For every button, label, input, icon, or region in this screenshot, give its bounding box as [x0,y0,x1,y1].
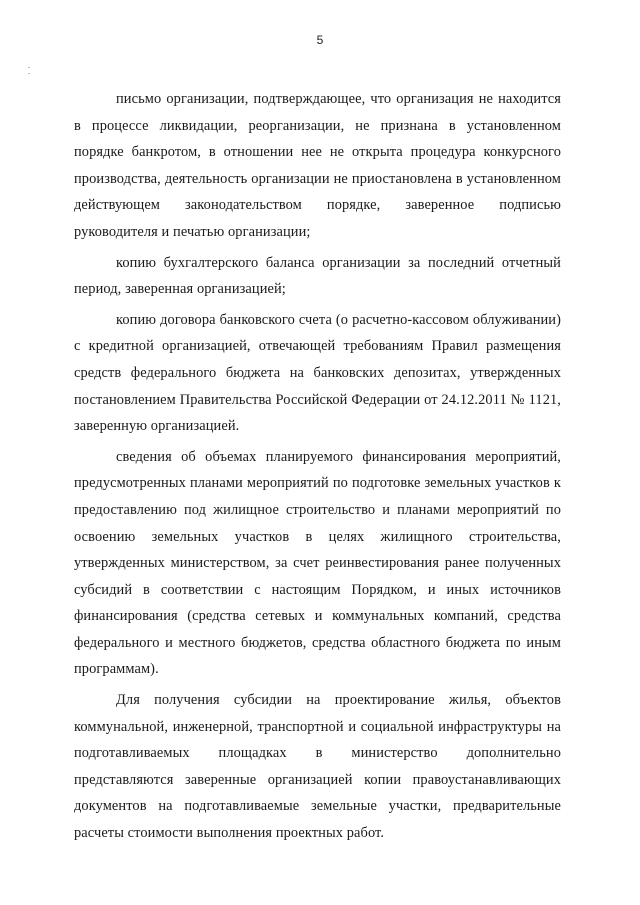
paragraph-financing-info: сведения об объемах планируемого финансирования мероприятий, предусмотренных планами мероприятий по подготовке земельных участков к предоставлению под жилищное строительство и планами мероприятий по освоению земельных участков в целях жилищного строительства, утвержденных министерством, за счет реинвестирования ранее полученных субсидий в соответствии с настоящим Порядком, и иных источников финансирования (средства сетевых и коммунальных компаний, средства федерального и местного бюджетов, средства областного бюджета по иным программам). [74,448,561,678]
scan-artifact [28,67,30,68]
document-body [74,86,561,847]
scan-artifact [28,73,30,74]
paragraph-design-subsidy: Для получения субсидии на проектирование жилья, объектов коммунальной, инженерной, транспортной и социальной инфраструктуры на подготавливаемых площадках в министерство дополнительно представляются заверенные организацией копии правоустанавливающих документов на подготавливаемые земельные участки, предварительные расчеты стоимости выполнения проектных работ. [74,692,561,842]
paragraph-balance-sheet: копию бухгалтерского баланса организации за последний отчетный период, заверенная организацией; [74,254,561,298]
paragraph-bank-account-contract: копию договора банковского счета (о расчетно-кассовом облуживании) с кредитной организацией, отвечающей требованиям Правил размещения средств федерального бюджета на банковских депозитах, утвержденных постановлением Правительства Российской Федерации от 24.12.2011 № 1121, заверенную организацией. [74,311,561,435]
paragraph-organization-letter: письмо организации, подтверждающее, что организация не находится в процессе ликвидации, реорганизации, не признана в установленном порядке банкротом, в отношении нее не открыта процедура конкурсного производства, деятельность организации не приостановлена в установленном действующем законодательством порядке, заверенное подписью руководителя и печатью организации; [74,91,561,240]
page-number: 5 [316,33,324,47]
